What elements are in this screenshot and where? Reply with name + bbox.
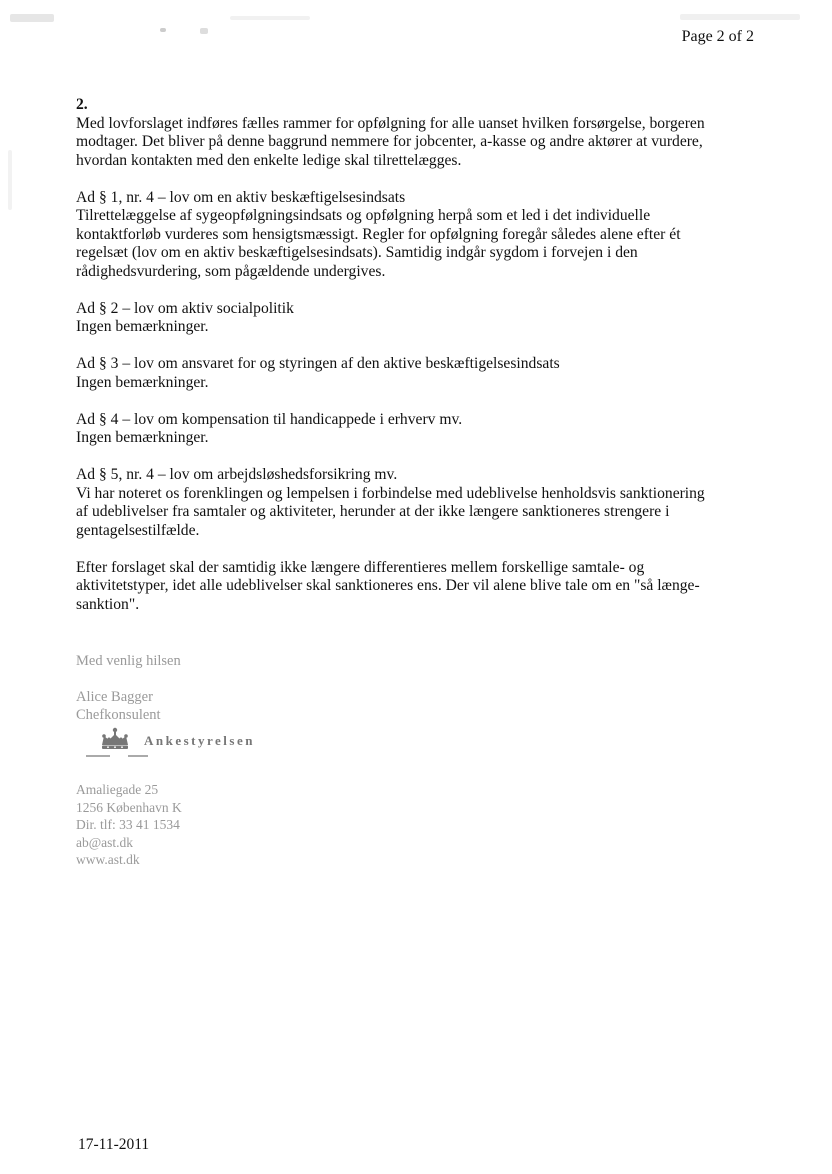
logo-rule [86, 755, 110, 757]
paragraph-heading: Ad § 5, nr. 4 – lov om arbejdsløshedsforsikring mv. [76, 466, 398, 483]
paragraph-heading: Ad § 4 – lov om kompensation til handicappede i erhverv mv. [76, 410, 463, 428]
logo-text: Ankestyrelsen [144, 733, 255, 748]
paragraph-efter-forslaget [76, 559, 766, 615]
scan-artifact [8, 150, 12, 210]
text-line: Med lovforslaget indføres fælles rammer for opfølgning for alle uanset hvilken forsørgelse, borgeren [76, 114, 705, 132]
paragraph-heading: Ad § 3 – lov om ansvaret for og styringen af den aktive beskæftigelsesindsats [76, 355, 560, 372]
closing-block [76, 652, 181, 724]
address-city: 1256 København K [76, 799, 182, 815]
section-number: 2. [76, 96, 88, 113]
greeting: Med venlig hilsen [76, 653, 181, 669]
signatory-title: Chefkonsulent [76, 707, 161, 723]
paragraph-ad-4 [76, 411, 766, 448]
text-line: Vi har noteret os forenklingen og lempelsen i forbindelse med udeblivelse henholdsvis sanktionering [76, 484, 705, 502]
text-line: af udeblivelser fra samtaler og aktiviteter, herunder at der ikke længere sanktioneres strengere i [76, 503, 670, 520]
address-street: Amaliegade 25 [76, 782, 159, 797]
text-line: Ingen bemærkninger. [76, 373, 209, 391]
address-phone: Dir. tlf: 33 41 1534 [76, 817, 180, 832]
letter-body [76, 96, 766, 633]
ankestyrelsen-logo [92, 727, 292, 763]
paragraph-ad-3 [76, 355, 766, 392]
text-line: regelsæt (lov om en aktiv beskæftigelsesindsats). Samtidig indgår sygdom i forvejen i den [76, 244, 638, 261]
text-line: gentagelsestilfælde. [76, 521, 200, 539]
text-line: kontaktforløb vurderes som hensigtsmæssigt. Regler for opfølgning foregår således alene efter ét [76, 225, 681, 243]
logo-rule [128, 755, 148, 757]
text-line: sanktion". [76, 595, 140, 613]
text-line: hvordan kontakten med den enkelte ledige skal tilrettelægges. [76, 151, 462, 169]
footer-date: 17-11-2011 [78, 1136, 150, 1153]
address-block [76, 781, 182, 869]
signatory-name: Alice Bagger [76, 689, 153, 705]
address-email: ab@ast.dk [76, 834, 134, 850]
text-line: Ingen bemærkninger. [76, 318, 209, 335]
text-line: aktivitetstyper, idet alle udeblivelser skal sanktioneres ens. Der vil alene blive tale om en "så længe- [76, 577, 700, 594]
scan-artifact [10, 14, 54, 22]
paragraph-ad-1 [76, 189, 766, 282]
page-number-label: Page 2 of 2 [681, 28, 754, 45]
address-web: www.ast.dk [76, 852, 140, 867]
scan-artifact [230, 16, 310, 20]
text-line: modtager. Det bliver på denne baggrund nemmere for jobcenter, a-kasse og andre aktører at vurdere, [76, 133, 703, 150]
crown-icon [98, 727, 132, 753]
paragraph-ad-5 [76, 466, 766, 540]
scan-artifact [680, 14, 800, 20]
text-line: Ingen bemærkninger. [76, 429, 209, 446]
intro-paragraph [76, 115, 766, 171]
scan-artifact [200, 28, 208, 34]
text-line: Efter forslaget skal der samtidig ikke længere differentieres mellem forskellige samtale- og [76, 558, 645, 576]
text-line: Tilrettelæggelse af sygeopfølgningsindsats og opfølgning herpå som et led i det individuelle [76, 207, 651, 224]
paragraph-heading: Ad § 1, nr. 4 – lov om en aktiv beskæftigelsesindsats [76, 188, 406, 206]
scan-artifact [160, 28, 166, 32]
paragraph-heading: Ad § 2 – lov om aktiv socialpolitik [76, 299, 294, 317]
text-line: rådighedsvurdering, som pågældende undergives. [76, 262, 386, 280]
paragraph-ad-2 [76, 300, 766, 337]
